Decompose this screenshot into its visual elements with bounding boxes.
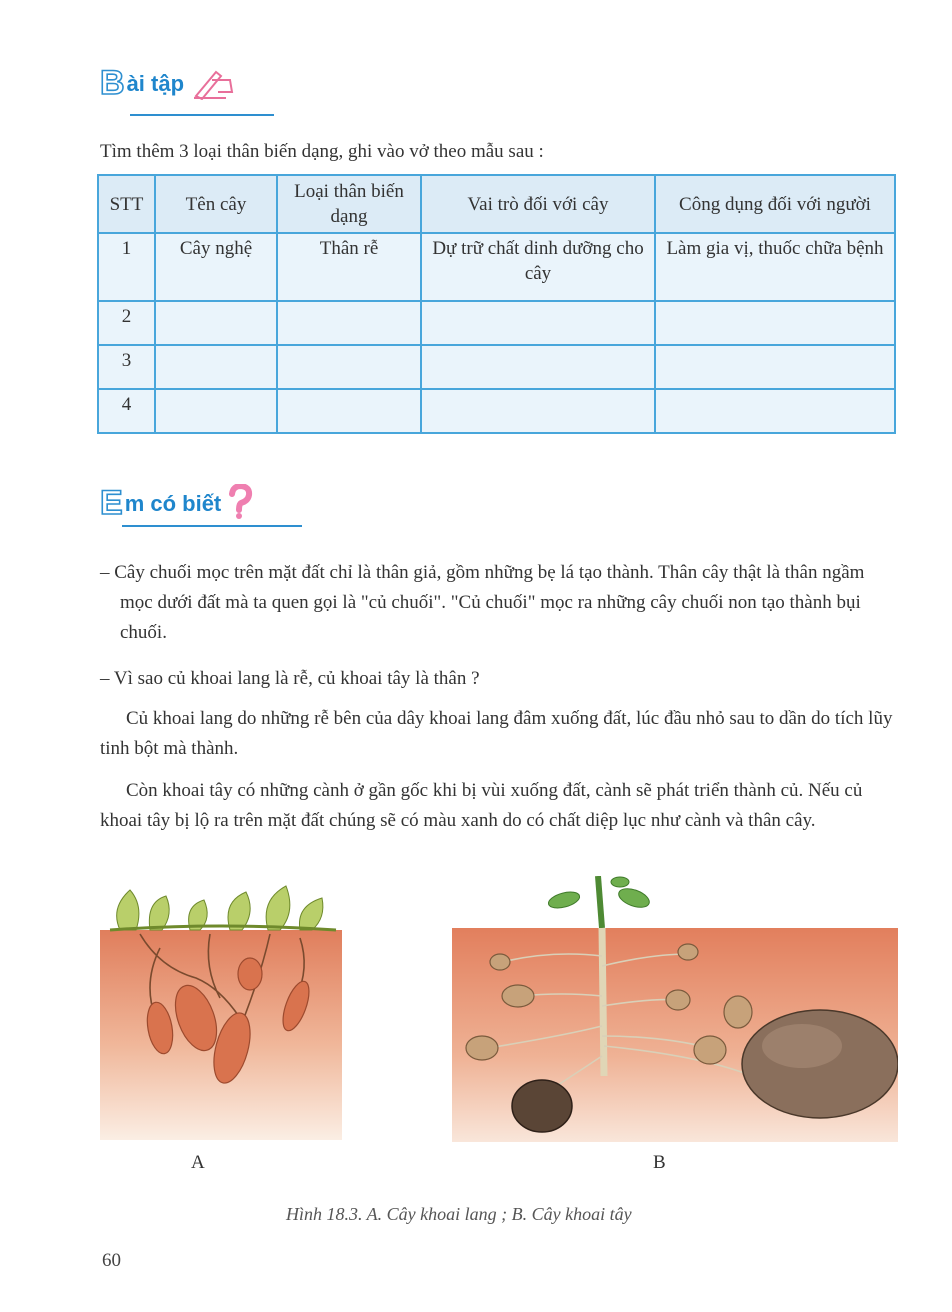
- header-role: Vai trò đối với cây: [421, 175, 655, 233]
- table-cell: [421, 345, 655, 389]
- potato-illustration: [452, 876, 898, 1142]
- table-cell: [277, 301, 421, 345]
- paragraph-question: – Vì sao củ khoai lang là rễ, củ khoai tây là thân ?: [100, 668, 480, 689]
- heading-text: ài tập: [126, 71, 185, 96]
- paragraph-sweet-potato: Củ khoai lang do những rễ bên của dây khoai lang đâm xuống đất, lúc đầu nhỏ sau to dần do tích lũy tinh bột mà thành.: [100, 708, 893, 759]
- table-cell: [655, 301, 895, 345]
- table-cell: [277, 389, 421, 433]
- header-stt: STT: [98, 175, 155, 233]
- table-row: [98, 233, 895, 301]
- did-you-know-heading: [100, 484, 253, 520]
- table-cell: [655, 389, 895, 433]
- header-use: Công dụng đối với người: [655, 175, 895, 233]
- plant-table: [97, 174, 896, 434]
- table-header-row: [98, 175, 895, 233]
- exercise-heading: [100, 66, 240, 100]
- table-cell: [421, 389, 655, 433]
- exercise-intro: Tìm thêm 3 loại thân biến dạng, ghi vào vở theo mẫu sau :: [100, 141, 544, 162]
- table-cell: [655, 345, 895, 389]
- header-stem-type: Loại thân biến dạng: [277, 175, 421, 233]
- table-cell: Làm gia vị, thuốc chữa bệnh: [655, 233, 895, 301]
- heading-text: m có biết: [124, 491, 222, 516]
- table-cell: [421, 301, 655, 345]
- heading-underline: [130, 114, 274, 116]
- table-cell: 1: [98, 233, 155, 301]
- table-cell: 2: [98, 301, 155, 345]
- figure-caption: Hình 18.3. A. Cây khoai lang ; B. Cây khoai tây: [286, 1204, 632, 1224]
- table-cell: [155, 301, 277, 345]
- figure-label-b: B: [653, 1152, 666, 1173]
- header-plant-name: Tên cây: [155, 175, 277, 233]
- table-cell: [155, 389, 277, 433]
- heading-initial: E: [100, 484, 123, 522]
- table-row: [98, 345, 895, 389]
- table-cell: 3: [98, 345, 155, 389]
- table-cell: Cây nghệ: [155, 233, 277, 301]
- table-cell: [155, 345, 277, 389]
- table-cell: 4: [98, 389, 155, 433]
- figure-label-a: A: [191, 1152, 205, 1173]
- question-mark-icon: [227, 484, 253, 520]
- paragraph-banana: – Cây chuối mọc trên mặt đất chỉ là thân giả, gồm những bẹ lá tạo thành. Thân cây thật là thân ngầm mọc dưới đất mà ta quen gọi là "củ chuối". "Củ chuối" mọc ra những cây chuối non tạo thành bụi chuối.: [100, 562, 865, 643]
- pencil-icon: [190, 66, 240, 100]
- table-cell: Dự trữ chất dinh dưỡng cho cây: [421, 233, 655, 301]
- sweet-potato-illustration: [100, 878, 342, 1140]
- table-row: [98, 301, 895, 345]
- paragraph-potato: Còn khoai tây có những cành ở gần gốc khi bị vùi xuống đất, cành sẽ phát triển thành củ. Nếu củ khoai tây bị lộ ra trên mặt đất chúng sẽ có màu xanh do có chất diệp lục như cành và thân cây.: [100, 780, 863, 831]
- heading-underline: [122, 525, 302, 527]
- table-cell: [277, 345, 421, 389]
- page-number: 60: [102, 1250, 121, 1271]
- table-cell: Thân rễ: [277, 233, 421, 301]
- table-row: [98, 389, 895, 433]
- heading-initial: B: [100, 64, 125, 102]
